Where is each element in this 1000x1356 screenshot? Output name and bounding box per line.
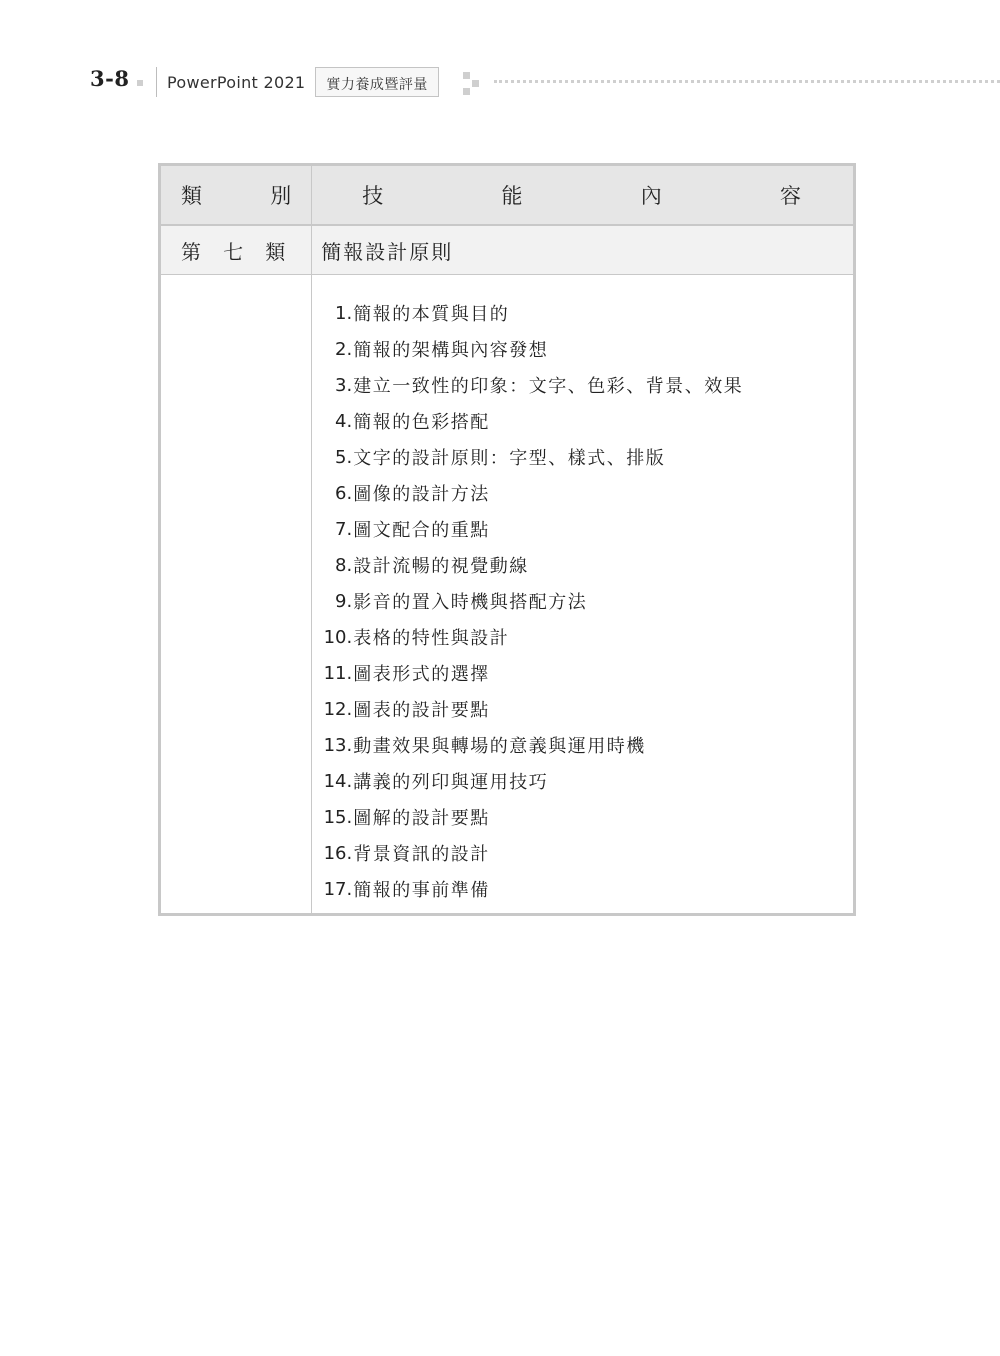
skill-number: 11.: [323, 662, 353, 684]
skill-item: [312, 871, 853, 907]
header-skill-char: 內: [640, 184, 662, 208]
header-dotted-rule: [494, 80, 1000, 83]
skill-text: 講義的列印與運用技巧: [353, 772, 549, 793]
skill-item: [312, 331, 853, 367]
header-ornament-square: [463, 88, 470, 95]
skill-item: [312, 835, 853, 871]
header-ornament-square: [463, 72, 470, 79]
skill-text: 背景資訊的設計: [353, 844, 490, 865]
header-skill-char: 能: [501, 184, 523, 208]
category-label-char: 七: [223, 239, 244, 264]
skill-item: [312, 655, 853, 691]
header-ornament-square: [472, 80, 479, 87]
skill-number: 5.: [335, 446, 353, 468]
skill-text: 文字的設計原則：字型、樣式、排版: [353, 448, 666, 469]
skill-text: 圖表形式的選擇: [353, 664, 490, 685]
skill-item: [312, 691, 853, 727]
skill-item: [312, 799, 853, 835]
header-category-char: 類: [181, 184, 202, 208]
skill-number: 1.: [335, 302, 353, 324]
skill-number: 3.: [335, 374, 353, 396]
skill-number: 17.: [323, 878, 353, 900]
header-category-char: 別: [270, 184, 292, 208]
header-skill-char: 技: [362, 184, 384, 208]
skill-number: 14.: [323, 770, 353, 792]
skill-number: 9.: [335, 590, 353, 612]
header-square-marker: [137, 80, 143, 86]
skill-number: 13.: [323, 734, 353, 756]
skill-number: 10.: [323, 626, 353, 648]
content-row: [160, 275, 855, 915]
skill-number: 8.: [335, 554, 353, 576]
skill-item: [312, 547, 853, 583]
running-header: [0, 0, 1000, 110]
skill-text: 圖像的設計方法: [353, 484, 490, 505]
skill-list: [312, 275, 853, 907]
skill-item: [312, 727, 853, 763]
category-label-cell: [160, 225, 312, 275]
category-title-cell: [312, 225, 855, 275]
category-title: 簡報設計原則: [321, 239, 454, 264]
skill-text: 動畫效果與轉場的意義與運用時機: [353, 736, 646, 757]
skill-item: [312, 295, 853, 331]
skill-number: 7.: [335, 518, 353, 540]
skill-item: [312, 439, 853, 475]
header-category-cell: [160, 165, 312, 226]
skill-item: [312, 367, 853, 403]
skill-item: [312, 403, 853, 439]
skill-item: [312, 763, 853, 799]
skill-text: 簡報的事前準備: [353, 880, 490, 901]
skills-table: [158, 163, 856, 916]
skill-number: 12.: [323, 698, 353, 720]
skill-text: 圖文配合的重點: [353, 520, 490, 541]
skill-number: 4.: [335, 410, 353, 432]
skill-text: 簡報的架構與內容發想: [353, 340, 549, 361]
skill-item: [312, 511, 853, 547]
skill-item: [312, 619, 853, 655]
skill-text: 簡報的色彩搭配: [353, 412, 490, 433]
skill-text: 圖表的設計要點: [353, 700, 490, 721]
category-label-char: 類: [265, 239, 286, 264]
category-row: [160, 225, 855, 275]
book-title-tab: [156, 67, 439, 97]
skill-text: 表格的特性與設計: [353, 628, 510, 649]
skill-item: [312, 475, 853, 511]
skill-text: 建立一致性的印象：文字、色彩、背景、效果: [353, 376, 744, 397]
book-title: PowerPoint 2021: [167, 73, 306, 92]
skill-item: [312, 583, 853, 619]
content-empty-cell: [160, 275, 312, 915]
book-subtitle: 實力養成暨評量: [315, 67, 439, 97]
content-list-cell: [312, 275, 855, 915]
category-label-char: 第: [181, 239, 201, 264]
skill-text: 影音的置入時機與搭配方法: [353, 592, 588, 613]
skill-text: 圖解的設計要點: [353, 808, 490, 829]
skill-number: 6.: [335, 482, 353, 504]
skill-number: 16.: [323, 842, 353, 864]
header-skill-cell: [312, 165, 855, 226]
skill-number: 15.: [323, 806, 353, 828]
table-header-row: [160, 165, 855, 226]
page-number: 3-8: [90, 66, 130, 91]
skill-number: 2.: [335, 338, 353, 360]
skill-text: 設計流暢的視覺動線: [353, 556, 529, 577]
header-skill-char: 容: [779, 184, 801, 208]
skill-text: 簡報的本質與目的: [353, 304, 510, 325]
